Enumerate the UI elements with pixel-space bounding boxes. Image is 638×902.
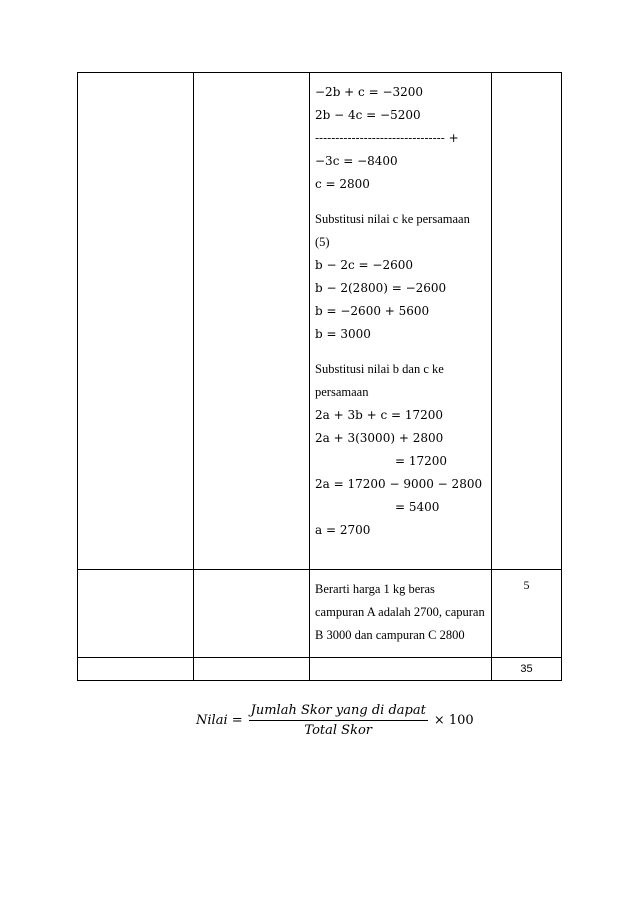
table-cell-empty [194, 658, 310, 681]
table-cell-empty [310, 658, 492, 681]
step-equation: b = 3000 [315, 327, 371, 341]
table-cell-empty [492, 73, 562, 570]
step-spacer [315, 196, 485, 208]
formula-denominator: Total Skor [304, 723, 372, 738]
step-equation: a = 2700 [315, 523, 371, 537]
table-cell-empty [194, 570, 310, 658]
step-equation: = 5400 [395, 500, 440, 514]
step-equation: −3c = −8400 [315, 154, 398, 168]
step-equation: b = −2600 + 5600 [315, 304, 430, 318]
conclusion-score-cell [492, 570, 562, 658]
step-text: Substitusi nilai c ke persamaan (5) [315, 212, 470, 249]
step-text: Substitusi nilai b dan c ke persamaan [315, 362, 444, 399]
solution-steps-cell [310, 73, 492, 570]
step-equation: b − 2(2800) = −2600 [315, 281, 447, 295]
table-cell-empty [194, 73, 310, 570]
score-formula [196, 703, 474, 738]
table-row [78, 570, 562, 658]
formula-numerator: Jumlah Skor yang di dapat [249, 703, 428, 721]
table-row-total [78, 658, 562, 681]
step-equation: c = 2800 [315, 177, 370, 191]
solution-steps [310, 73, 491, 552]
step-equation: 2a + 3(3000) + 2800 [315, 431, 444, 445]
step-equation: −2b + c = −3200 [315, 85, 424, 99]
total-score: 35 [520, 663, 533, 675]
table-row [78, 73, 562, 570]
step-equation: 2a = 17200 − 9000 − 2800 [315, 477, 483, 491]
answer-key-table [77, 72, 562, 681]
step-equation: -------------------------------- + [315, 131, 459, 145]
table-cell-empty [78, 658, 194, 681]
conclusion-text: Berarti harga 1 kg beras campuran A adalah 2700, capuran B 3000 dan campuran C 2800 [315, 582, 485, 642]
formula-lhs: Nilai = [196, 713, 243, 728]
step-spacer [315, 346, 485, 358]
conclusion-score: 5 [523, 578, 530, 592]
step-equation: 2a + 3b + c = 17200 [315, 408, 444, 422]
formula-fraction [249, 703, 428, 738]
table-cell-empty [78, 570, 194, 658]
step-equation: 2b − 4c = −5200 [315, 108, 421, 122]
conclusion-cell [310, 570, 492, 658]
total-score-cell [492, 658, 562, 681]
step-equation: = 17200 [395, 454, 448, 468]
step-equation: b − 2c = −2600 [315, 258, 413, 272]
table-cell-empty [78, 73, 194, 570]
formula-rhs: × 100 [433, 713, 474, 728]
